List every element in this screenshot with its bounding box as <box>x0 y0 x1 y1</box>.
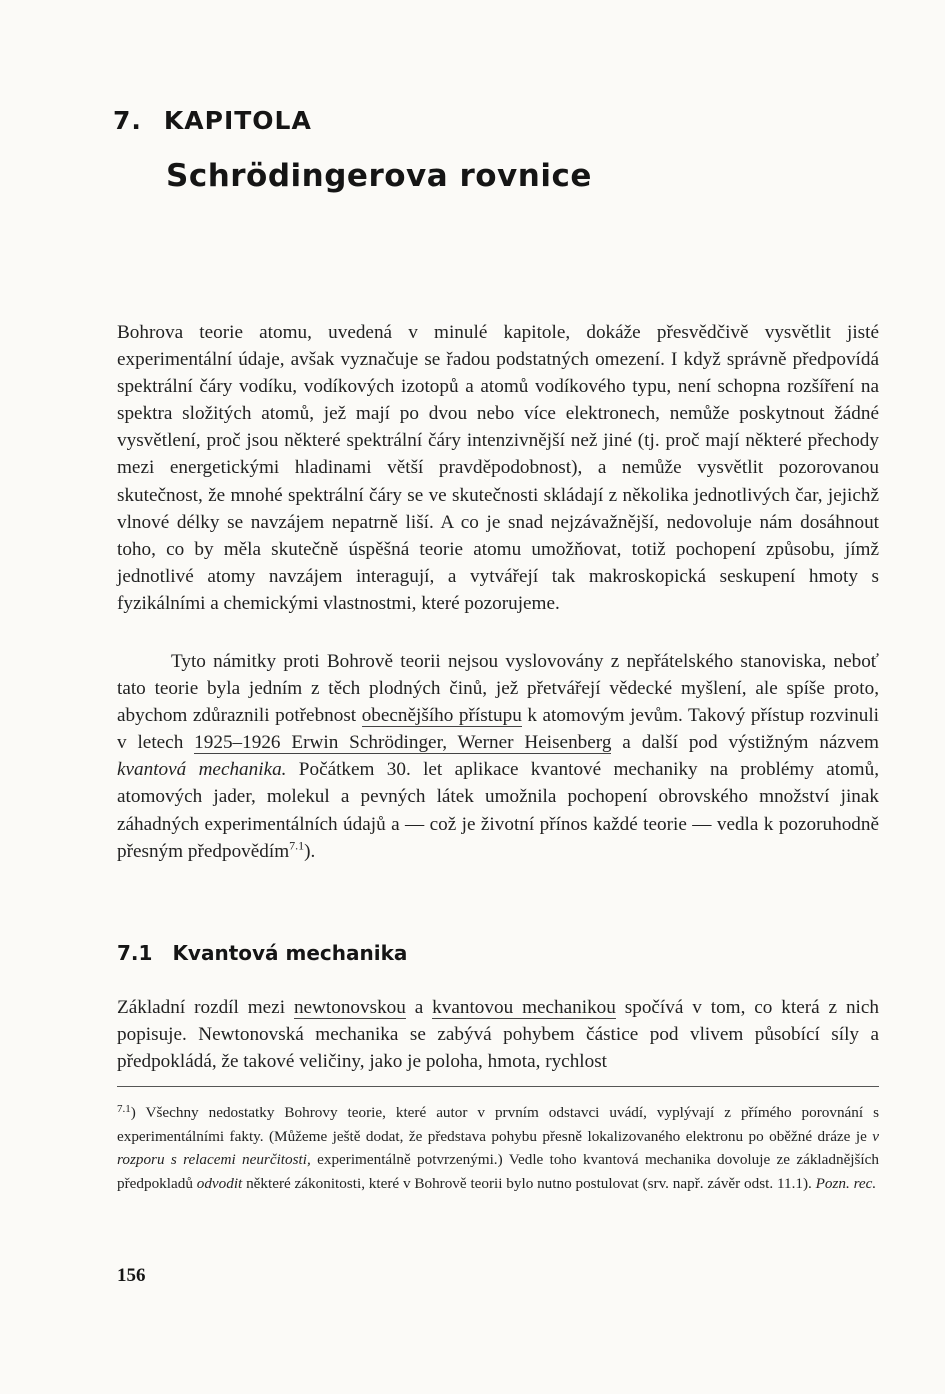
text-run: spočívá v tom, co která z nich popisuje. Newtonovská mechanika se zabývá pohybem částice pod vlivem působící síly a předpokládá, že takové veličiny, jako je poloha, hmota, rychlost <box>117 997 879 1073</box>
footnote <box>117 1098 879 1195</box>
section-number: 7.1 <box>117 941 153 965</box>
paragraph-quantum-text <box>117 994 879 1075</box>
text-run: a <box>405 997 433 1018</box>
text-run: k atomovým jevům. Takový přístup rozvinuli v letech <box>117 705 879 754</box>
italic-phrase: v rozporu s relacemi neurčitosti, <box>117 1127 879 1169</box>
section-title: Kvantová mechanika <box>172 941 408 965</box>
text-run: Počátkem 30. let aplikace kvantové mechaniky na problémy atomů, atomových jader, molekul a pevných látek umožnila pochopení obrovského množství jinak záhadných experimentálních údajů a — což je životní přínos každé teorie — vedla k pozoruhodně přesným předpovědím <box>117 759 879 862</box>
chapter-label <box>113 106 312 135</box>
paragraph-objections <box>117 648 879 865</box>
paragraph-objections-text <box>117 648 879 865</box>
text-run: některé zákonitosti, které v Bohrově teorii bylo nutno postulovat (srv. např. závěr odst. 11.1). <box>242 1174 816 1192</box>
underlined-phrase: obecnějšího přístupu <box>361 705 522 727</box>
italic-term: kvantová mechanika. <box>117 759 287 781</box>
chapter-word: KAPITOLA <box>163 106 312 135</box>
chapter-number: 7. <box>113 106 142 135</box>
italic-word: odvodit <box>196 1174 243 1192</box>
footnote-mark: 7.1 <box>117 1103 131 1115</box>
text-run: experimentálně potvrzenými.) Vedle toho kvantová mechanika dovoluje ze základnějších předpokladů <box>117 1151 879 1192</box>
text-run: Základní rozdíl mezi <box>117 997 294 1018</box>
reviewer-note: Pozn. rec. <box>815 1174 877 1192</box>
chapter-title: Schrödingerova rovnice <box>166 158 592 194</box>
text-run: a další pod výstižným názvem <box>611 732 879 754</box>
text-run: Tyto námitky proti Bohrově teorii nejsou vyslovovány z nepřátelského stanoviska, neboť tato teorie byla jedním z těch plodných činů, jež přetvářejí vědecké myšlení, ale spíše proto, abychom zdůraznili potřebnost <box>117 651 879 727</box>
text-run: ) Všechny nedostatky Bohrovy teorie, které autor v prvním odstavci uvádí, vyplývají z přímého porovnání s experimentálními fakty. (Můžeme ještě dodat, že představa pohybu přesně lokalizovaného elektronu po oběžné dráze je <box>117 1104 879 1145</box>
footnote-divider <box>117 1086 879 1087</box>
footnote-text <box>117 1098 879 1195</box>
underlined-names: 1925–1926 Erwin Schrödinger, Werner Heisenberg <box>194 732 612 754</box>
section-heading <box>117 941 407 965</box>
page-number: 156 <box>117 1265 146 1286</box>
text-run: ). <box>304 840 316 862</box>
paragraph-intro-text: Bohrova teorie atomu, uvedená v minulé kapitole, dokáže přesvědčivě vysvětlit jisté experimentální údaje, avšak vyznačuje se řadou podstatných omezení. I když správně předpovídá spektrální čáry vodíku, vodíkových izotopů a atomů vodíkového typu, není schopna rozšíření na spektra složitých atomů, jež mají po dvou nebo více elektronech, nemůže poskytnout žádné vysvětlení, proč jsou některé spektrální čáry intenzivnější než jiné (tj. proč mají některé přechody mezi energetickými hladinami větší pravděpodobnost), a nemůže vysvětlit pozorovanou skutečnost, že mnohé spektrální čáry se ve skutečnosti skládají z několika jednotlivých čar, jejichž vlnové délky se navzájem nepatrně liší. A co je snad nejzávažnější, nedovoluje nám dosáhnout toho, co by měla skutečně úspěšná teorie atomu umožňovat, totiž pochopení způsobu, jímž jednotlivé atomy navzájem interagují, a vytvářejí tak makroskopická seskupení hmoty s fyzikálními a chemickými vlastnostmi, které pozorujeme. <box>117 322 879 614</box>
paragraph-quantum <box>117 994 879 1075</box>
underlined-word: newtonovskou <box>293 997 406 1018</box>
underlined-phrase: kvantovou mechanikou <box>432 997 616 1018</box>
footnote-reference: 7.1 <box>289 838 305 853</box>
paragraph-intro <box>117 319 879 617</box>
